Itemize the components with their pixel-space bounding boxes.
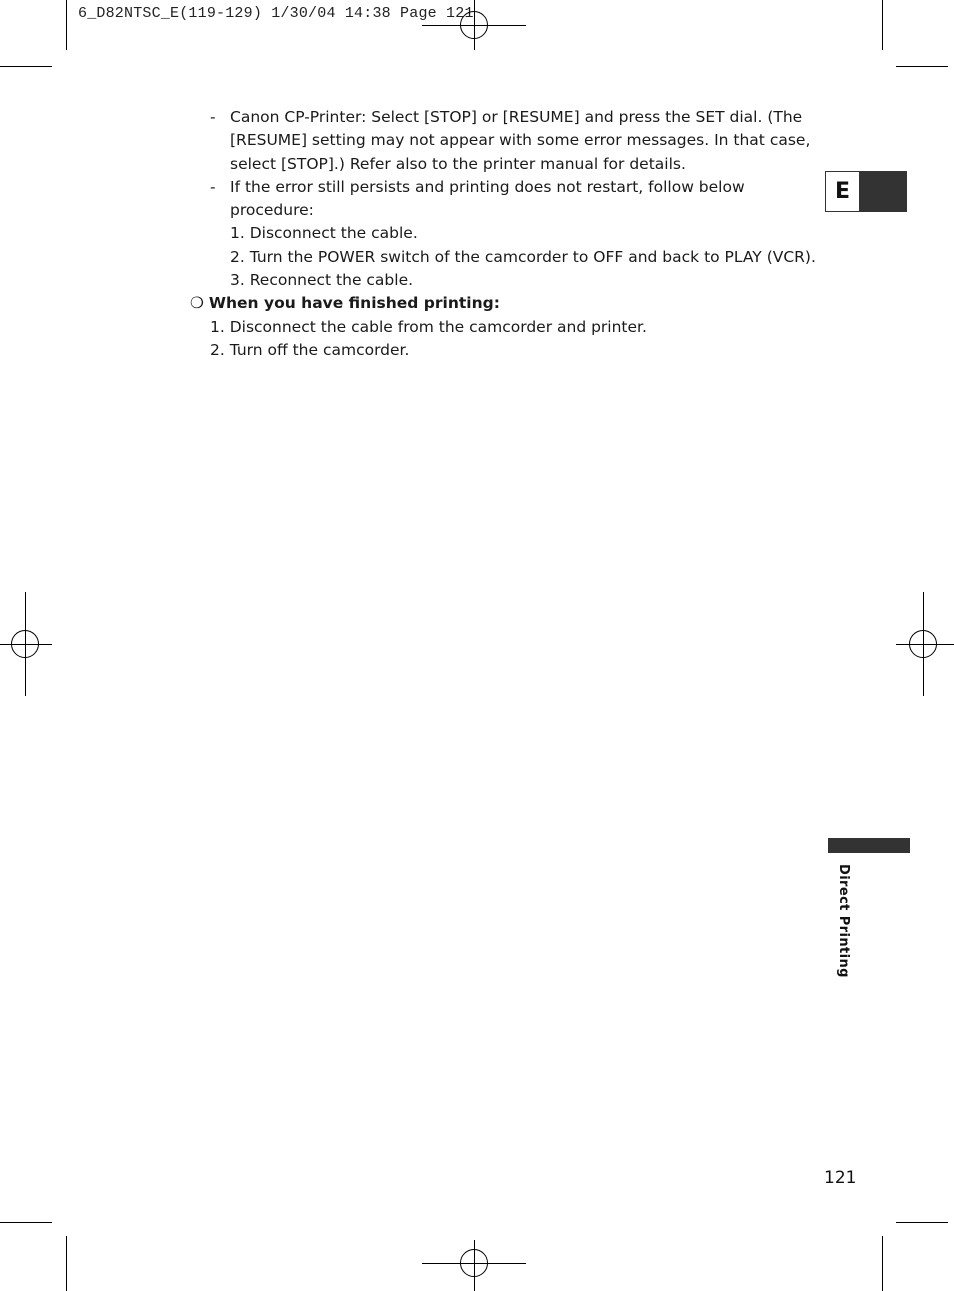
subheading-text: When you have finished printing: xyxy=(208,294,500,313)
procedure-step: 2. Turn off the camcorder. xyxy=(210,340,410,359)
section-label: Direct Printing xyxy=(836,864,851,978)
crop-mark xyxy=(882,1236,883,1291)
body-text: If the error still persists and printing does not restart, follow below xyxy=(230,177,745,196)
crop-mark xyxy=(0,66,52,67)
list-item xyxy=(190,106,830,129)
registration-mark-circle xyxy=(460,1249,488,1277)
dash-marker: - xyxy=(210,108,216,126)
crop-mark xyxy=(896,66,948,67)
page-number: 121 xyxy=(824,1168,857,1188)
registration-mark-circle xyxy=(909,630,937,658)
body-text: Canon CP-Printer: Select [STOP] or [RESUME] and press the SET dial. (The xyxy=(230,108,803,126)
procedure-step: 2. Turn the POWER switch of the camcorder to OFF and back to PLAY (VCR). xyxy=(230,247,816,266)
procedure-step: 3. Reconnect the cable. xyxy=(230,271,414,290)
registration-mark-circle xyxy=(11,630,39,658)
subheading xyxy=(190,292,830,315)
crop-mark xyxy=(66,0,67,50)
list-item xyxy=(190,176,830,199)
page-body xyxy=(190,106,830,362)
language-tab-letter: E xyxy=(826,172,859,211)
crop-mark xyxy=(896,1222,948,1223)
language-tab xyxy=(825,171,907,212)
crop-mark xyxy=(0,1222,52,1223)
dash-marker: - xyxy=(210,177,216,196)
registration-mark-circle xyxy=(460,11,488,39)
body-text: select [STOP].) Refer also to the printer manual for details. xyxy=(230,154,686,173)
body-text: [RESUME] setting may not appear with some error messages. In that case, xyxy=(230,131,811,150)
print-slug: 6_D82NTSC_E(119-129) 1/30/04 14:38 Page 121 xyxy=(78,5,474,22)
circle-bullet-icon: ❍ xyxy=(190,294,204,313)
procedure-step: 1. Disconnect the cable from the camcorder and printer. xyxy=(210,317,647,336)
body-text: procedure: xyxy=(230,201,314,220)
procedure-step: 1. Disconnect the cable. xyxy=(230,224,418,243)
crop-mark xyxy=(66,1236,67,1291)
crop-mark xyxy=(882,0,883,50)
section-bar xyxy=(828,838,910,853)
